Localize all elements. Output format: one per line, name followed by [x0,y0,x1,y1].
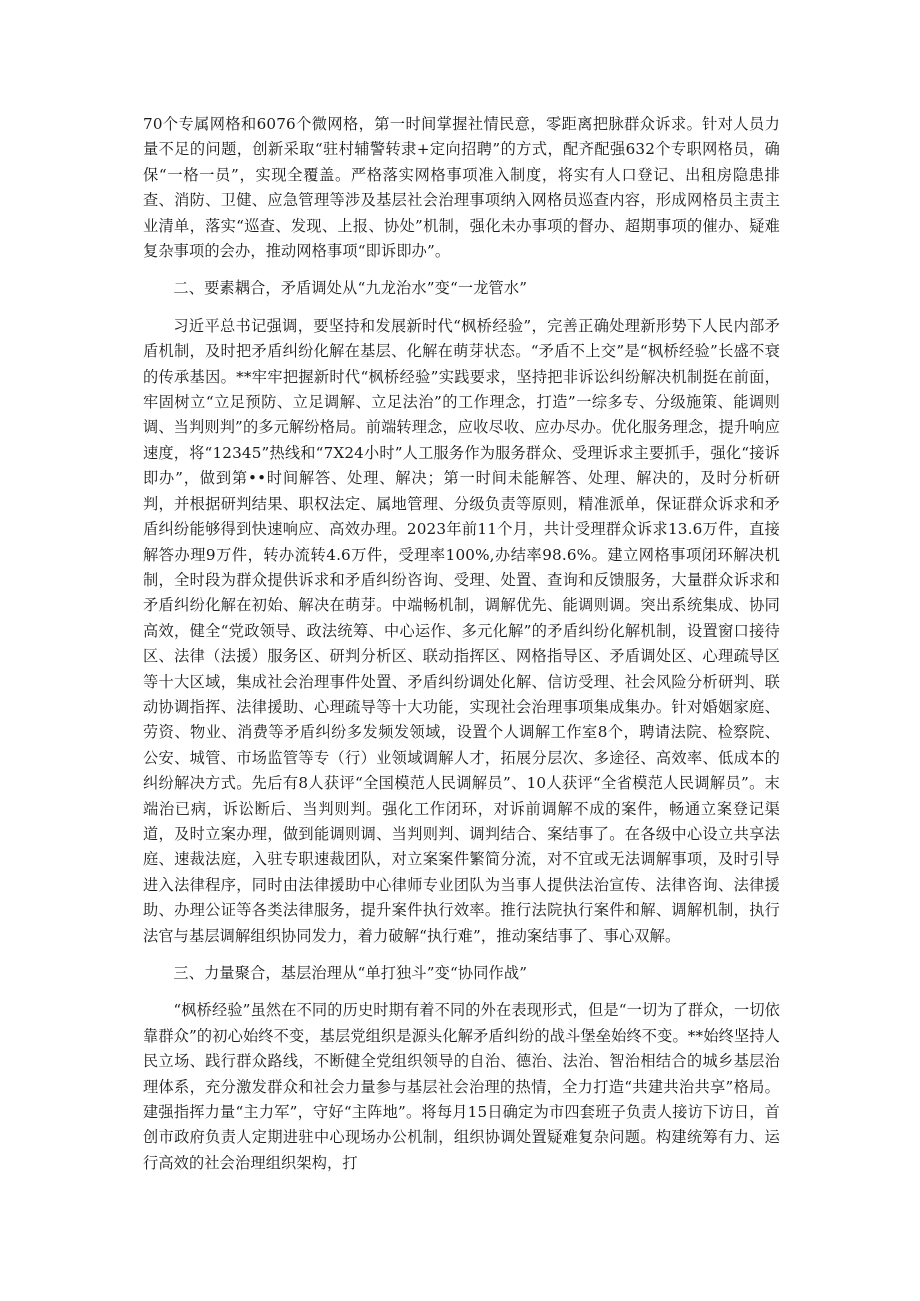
document-page [143,112,780,1176]
paragraph-conflict-mediation: 习近平总书记强调，要坚持和发展新时代“枫桥经验”，完善正确处理新形势下人民内部矛盾机制，及时把矛盾纠纷化解在基层、化解在萌芽状态。“矛盾不上交”是“枫桥经验”长盛不衰的传承基因。**牢牢把握新时代“枫桥经验”实践要求，坚持把非诉讼纠纷解决机制挺在前面，牢固树立“立足预防、立足调解、立足法治”的工作理念，打造”一综多专、分级施策、能调则调、当判则判”的多元解纷格局。前端转理念，应收尽收、应办尽办。优化服务理念，提升响应速度，将“12345”热线和“7X24小时”人工服务作为服务群众、受理诉求主要抓手，强化“接诉即办”，做到第••时间解答、处理、解决；第一时间未能解答、处理、解决的，及时分析研判，并根据研判结果、职权法定、属地管理、分级负责等原则，精准派单，保证群众诉求和矛盾纠纷能够得到快速响应、高效办理。2023年前11个月，共计受理群众诉求13.6万件，直接解答办理9万件，转办流转4.6万件，受理率100%,办结率98.6%。建立网格事项闭环解决机制，全时段为群众提供诉求和矛盾纠纷咨询、受理、处置、查询和反馈服务，大量群众诉求和矛盾纠纷化解在初始、解决在萌芽。中端畅机制，调解优先、能调则调。突出系统集成、协同高效，健全“党政领导、政法统筹、中心运作、多元化解”的矛盾纠纷化解机制，设置窗口接待区、法律（法援）服务区、研判分析区、联动指挥区、网格指导区、矛盾调处区、心理疏导区等十大区域，集成社会治理事件处置、矛盾纠纷调处化解、信访受理、社会风险分析研判、联动协调指挥、法律援助、心理疏导等十大功能，实现社会治理事项集成集办。针对婚姻家庭、劳资、物业、消费等矛盾纠纷多发频发领域，设置个人调解工作室8个，聘请法院、检察院、公安、城管、市场监管等专（行）业领域调解人才，拓展分层次、多途径、高效率、低成本的纠纷解决方式。先后有8人获评“全国模范人民调解员”、10人获评“全省模范人民调解员”。末端治已病，诉讼断后、当判则判。强化工作闭环，对诉前调解不成的案件，畅通立案登记渠道，及时立案办理，做到能调则调、当判则判、调判结合、案结事了。在各级中心设立共享法庭、速裁法庭，入驻专职速裁团队，对立案案件繁简分流，对不宜或无法调解事项，及时引导进入法律程序，同时由法律援助中心律师专业团队为当事人提供法治宣传、法律咨询、法律援助、办理公证等各类法律服务，提升案件执行效率。推行法院执行案件和解、调解机制，执行法官与基层调解组织协同发力，着力破解“执行难”，推动案结事了、事心双解。 [143,316,780,945]
paragraph-grid-management: 70个专属网格和6076个微网格，第一时间掌握社情民意，零距离把脉群众诉求。针对人员力量不足的问题，创新采取“驻村辅警转隶+定向招聘”的方式，配齐配强632个专职网格员，确保“一格一员”，实现全覆盖。严格落实网格事项准入制度，将实有人口登记、出租房隐患排查、消防、卫健、应急管理等涉及基层社会治理事项纳入网格员巡查内容，形成网格员主责主业清单，落实“巡查、发现、上报、协处”机制，强化未办事项的督办、超期事项的催办、疑难复杂事项的会办，推动网格事项“即诉即办”。 [143,115,780,261]
paragraph-grassroots-governance: “枫桥经验”虽然在不同的历史时期有着不同的外在表现形式，但是“一切为了群众，一切依靠群众”的初心始终不变，基层党组织是源头化解矛盾纠纷的战斗堡垒始终不变。**始终坚持人民立场、践行群众路线，不断健全党组织领导的自治、德治、法治、智治相结合的城乡基层治理体系，充分激发群众和社会力量参与基层社会治理的热情，全力打造“共建共治共享”格局。建强指挥力量“主力军”，守好“主阵地”。将每月15日确定为市四套班子负责人接访下访日，首创市政府负责人定期进驻中心现场办公机制，组织协调处置疑难复杂问题。构建统筹有力、运行高效的社会治理组织架构，打 [143,1001,780,1172]
section-heading-3: 三、力量聚合，基层治理从“单打独斗”变“协同作战” [173,964,528,982]
section-heading-2: 二、要素耦合，矛盾调处从“九龙治水”变“一龙管水” [173,279,528,298]
